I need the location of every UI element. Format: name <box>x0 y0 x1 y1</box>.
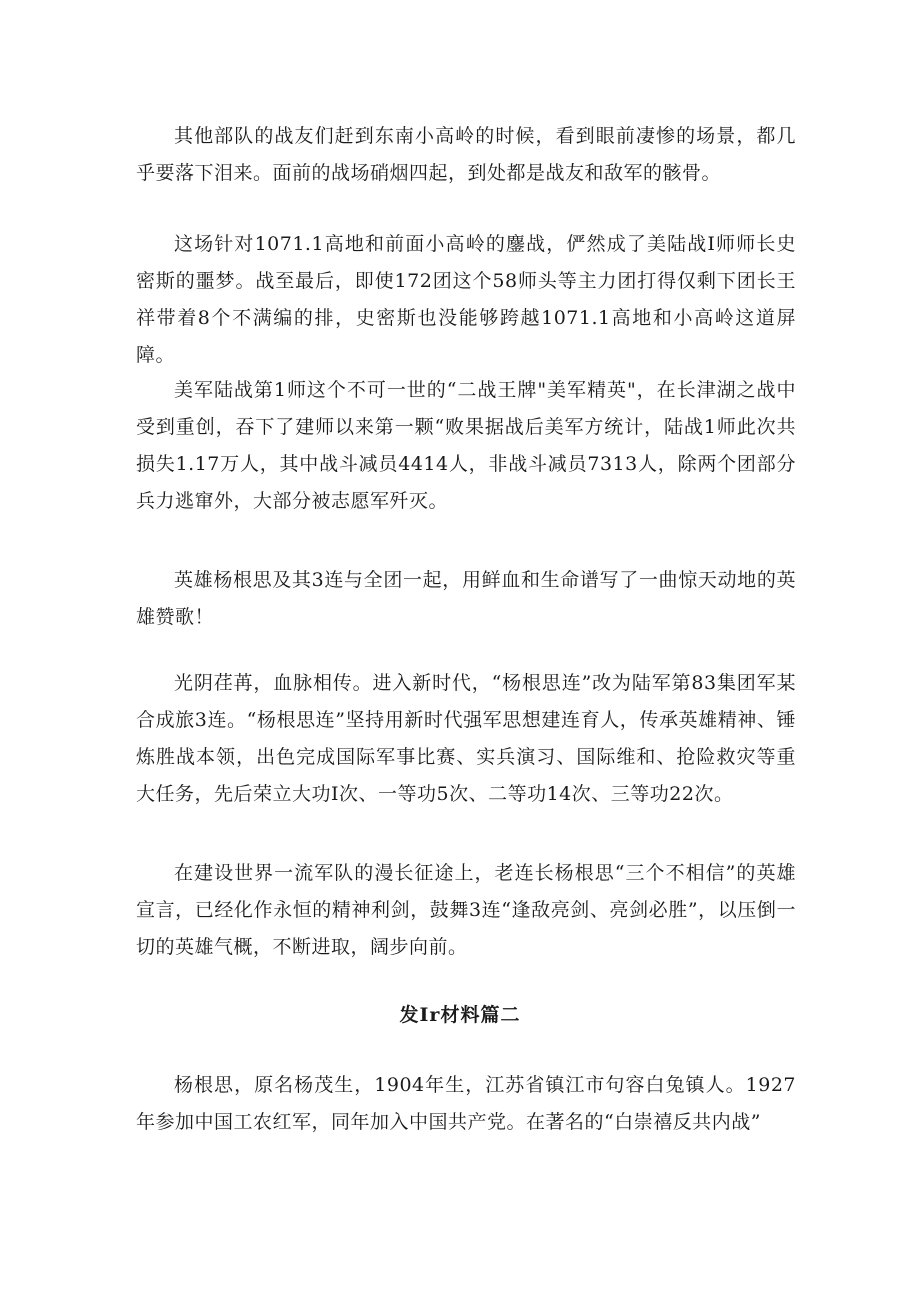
paragraph: 光阴荏苒，血脉相传。进入新时代，“杨根思连”改为陆军第83集团军某合成旅3连。“杨根思连”坚持用新时代强军思想建连育人，传承英雄精神、锤炼胜战本领，出色完成国际军事比赛、实兵演习、国际维和、抢险救灾等重大任务，先后荣立大功I次、一等功5次、二等功14次、三等功22次。 <box>136 672 796 805</box>
paragraph: 杨根思，原名杨茂生，1904年生，江苏省镇江市句容白兔镇人。1927年参加中国工农红军，同年加入中国共产党。在著名的“白崇禧反共内战” <box>136 1074 796 1133</box>
paragraph: 英雄杨根思及其3连与全团一起，用鲜血和生命谱写了一曲惊天动地的英雄赞歌！ <box>136 569 796 628</box>
paragraph: 在建设世界一流军队的漫长征途上，老连长杨根思“三个不相信”的英雄宣言，已经化作永恒的精神利剑，鼓舞3连“逢敌亮剑、亮剑必胜”，以压倒一切的英雄气概，不断进取，阔步向前。 <box>136 862 796 958</box>
paragraph: 其他部队的战友们赶到东南小高岭的时候，看到眼前凄惨的场景，都几乎要落下泪来。面前的战场硝烟四起，到处都是战友和敌军的骸骨。 <box>136 125 796 184</box>
paragraph: 这场针对1071.1高地和前面小高岭的鏖战，俨然成了美陆战I师师长史密斯的噩梦。战至最后，即使172团这个58师头等主力团打得仅剩下团长王祥带着8个不满编的排，史密斯也没能够跨越1071.1高地和小高岭这道屏障。 <box>136 233 796 366</box>
paragraph: 美军陆战第1师这个不可一世的“二战王牌"美军精英"，在长津湖之战中受到重创，吞下了建师以来第一颗“败果据战后美军方统计，陆战1师此次共损失1.17万人，其中战斗减员4414人，非战斗减员7313人，除两个团部分兵力逃窜外，大部分被志愿军歼灭。 <box>136 379 796 512</box>
section-heading: 发Ir材料篇二 <box>399 1004 521 1026</box>
